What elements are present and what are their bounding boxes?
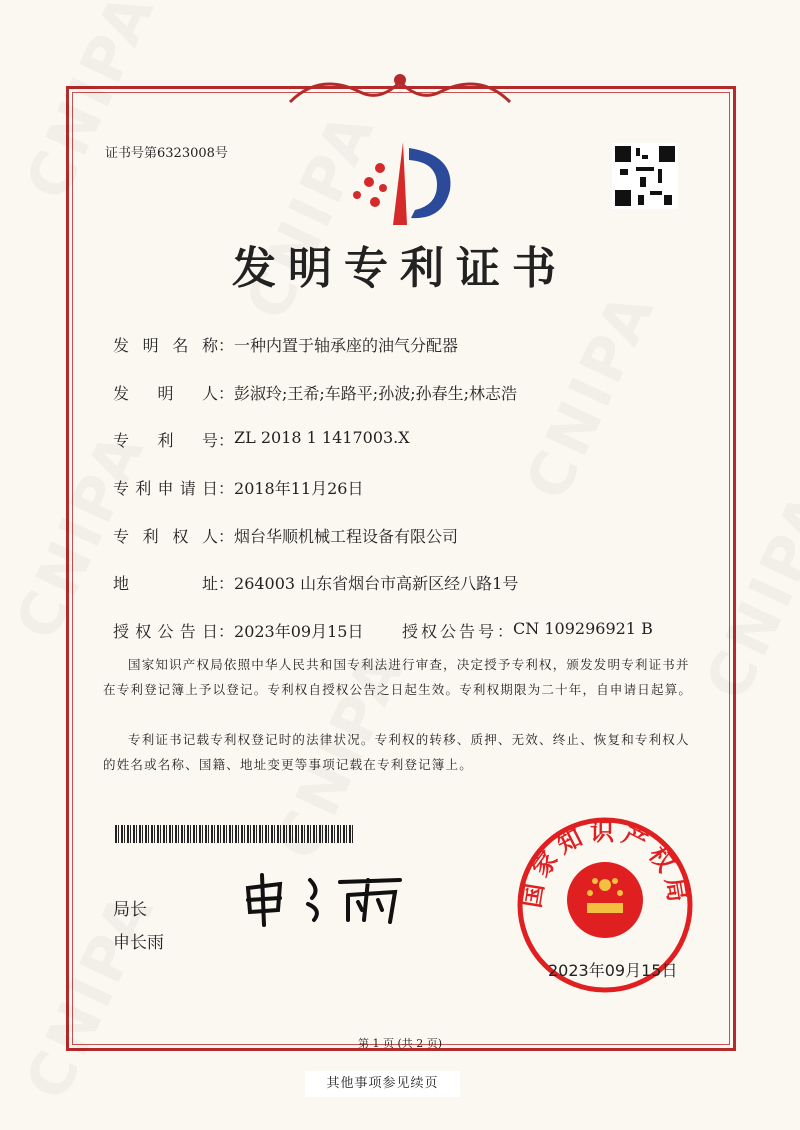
field-application-date: 专 利 申 请 日 ： 2018年11月26日 <box>113 476 363 499</box>
field-value: 2023年09月15日 <box>234 622 364 641</box>
field-value: 264003 山东省烟台市高新区经八路1号 <box>234 574 519 593</box>
page-indicator: 第 1 页 (共 2 页) <box>357 1037 443 1050</box>
field-address: 地 址 ： 264003 山东省烟台市高新区经八路1号 <box>113 571 518 594</box>
field-patentee: 专 利 权 人 ： 烟台华顺机械工程设备有限公司 <box>113 524 458 547</box>
field-value: CN 109296921 B <box>513 619 653 638</box>
field-label: 授权公告号 <box>402 622 498 641</box>
field-invention-name: 发 明 名 称 ： 一种内置于轴承座的油气分配器 <box>113 333 458 356</box>
field-grant-date: 授 权 公 告 日 ： 2023年09月15日 <box>113 619 363 642</box>
field-label: 授 权 公 告 日 <box>113 622 218 641</box>
continued-notice: 其他事项参见续页 <box>305 1071 460 1097</box>
field-label: 发 明 人 <box>113 384 218 403</box>
field-value: 彭淑玲;王希;车路平;孙波;孙春生;林志浩 <box>234 384 517 403</box>
cnipa-logo <box>345 140 465 230</box>
qr-code <box>612 143 678 209</box>
document-title: 发明专利证书 <box>232 243 568 294</box>
signature <box>240 870 420 930</box>
field-label: 发 明 名 称 <box>113 336 218 355</box>
field-inventors: 发 明 人 ： 彭淑玲;王希;车路平;孙波;孙春生;林志浩 <box>113 381 517 404</box>
field-value: 烟台华顺机械工程设备有限公司 <box>234 527 459 546</box>
field-label: 专 利 权 人 <box>113 527 218 546</box>
field-value: 2018年11月26日 <box>234 479 364 498</box>
field-value: ZL 2018 1 1417003.X <box>234 428 410 447</box>
seal-date: 2023年09月15日 <box>548 961 678 980</box>
signatory-title: 局长 <box>113 900 147 920</box>
field-label: 地 址 <box>113 574 218 593</box>
field-label: 专 利 申 请 日 <box>113 479 218 498</box>
certificate-number: 证书号第6323008号 <box>105 146 228 161</box>
field-announcement-number: 授权公告号 ： CN 109296921 B <box>402 619 653 641</box>
paragraph-grant: 国家知识产权局依照中华人民共和国专利法进行审查，决定授予专利权，颁发发明专利证书并在专利登记簿上予以登记。专利权自授权公告之日起生效。专利权期限为二十年，自申请日起算。 <box>103 657 693 697</box>
top-ornament <box>280 62 520 112</box>
paragraph-legal-status: 专利证书记载专利权登记时的法律状况。专利权的转移、质押、无效、终止、恢复和专利权人的姓名或名称、国籍、地址变更等事项记载在专利登记簿上。 <box>103 732 690 772</box>
field-label: 专 利 号 <box>113 431 218 450</box>
field-value: 一种内置于轴承座的油气分配器 <box>234 336 459 355</box>
signatory-name: 申长雨 <box>113 933 164 953</box>
barcode <box>115 825 355 843</box>
field-patent-number: 专 利 号 ： ZL 2018 1 1417003.X <box>113 428 410 450</box>
seal-text: 国家知识产权局 <box>517 818 693 910</box>
